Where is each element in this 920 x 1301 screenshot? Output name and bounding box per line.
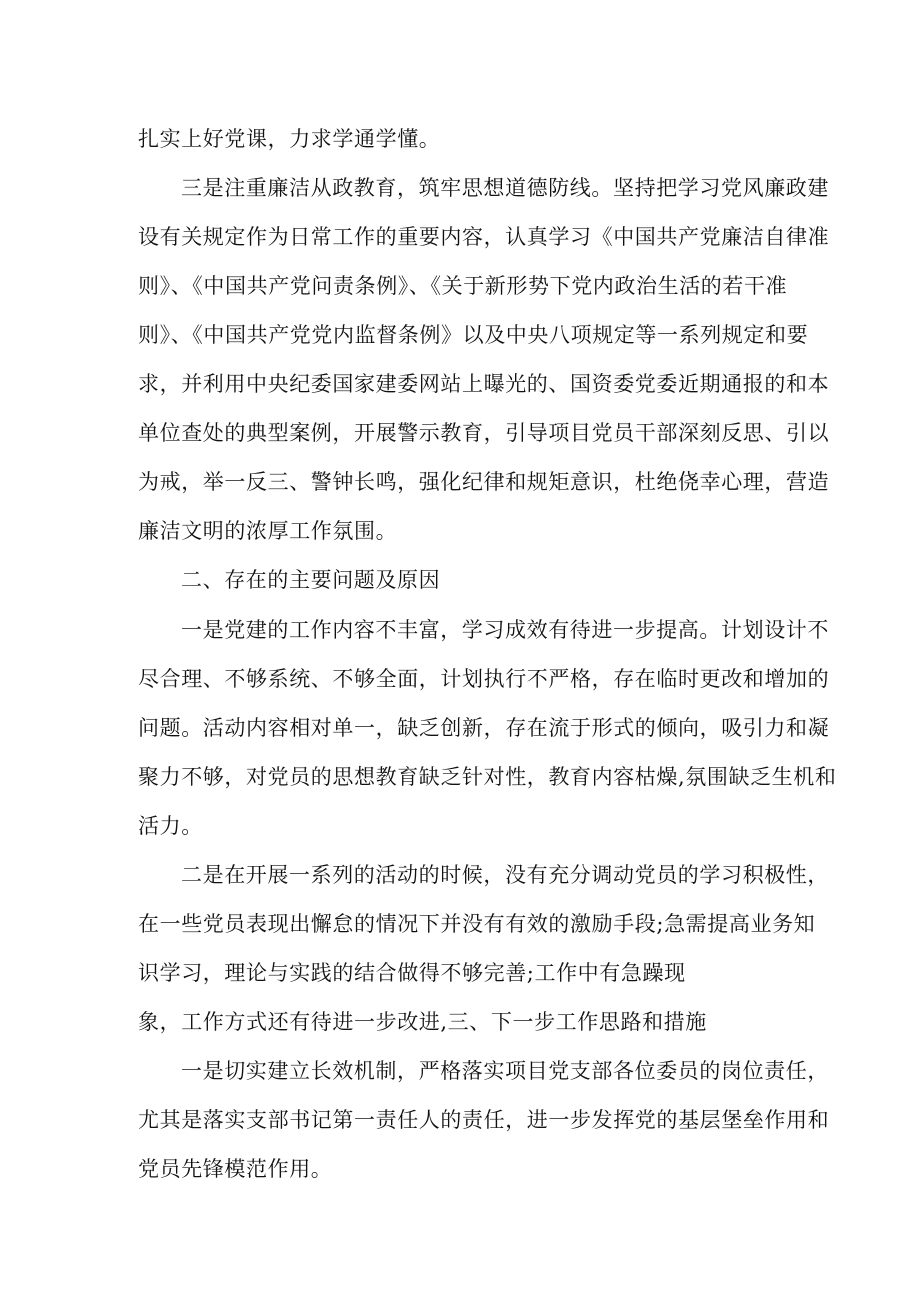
text-line: 为戒，举一反三、警钟长鸣，强化纪律和规矩意识，杜绝侥幸心理，营造 <box>138 470 830 494</box>
text-line: 求，并利用中央纪委国家建委网站上曝光的、国资委党委近期通报的和本 <box>138 372 830 396</box>
text-line: 尤其是落实支部书记第一责任人的责任，进一步发挥党的基层堡垒作用和 <box>138 1108 830 1132</box>
text-line: 扎实上好党课，力求学通学懂。 <box>138 127 441 151</box>
text-line: 设有关规定作为日常工作的重要内容，认真学习《中国共产党廉洁自律准 <box>138 225 830 249</box>
text-line: 党员先锋模范作用。 <box>138 1157 333 1181</box>
text-line: 在一些党员表现出懈怠的情况下并没有有效的激励手段;急需提高业务知 <box>138 912 816 936</box>
text-line: 三是注重廉洁从政教育，筑牢思想道德防线。坚持把学习党风廉政建 <box>181 176 829 200</box>
text-line: 尽合理、不够系统、不够全面，计划执行不严格，存在临时更改和增加的 <box>138 667 830 691</box>
text-line: 问题。活动内容相对单一，缺乏创新，存在流于形式的倾向，吸引力和凝 <box>138 716 830 740</box>
text-line: 二是在开展一系列的活动的时候，没有充分调动党员的学习积极性， <box>181 863 829 887</box>
text-line: 识学习，理论与实践的结合做得不够完善;工作中有急躁现 <box>138 961 686 985</box>
text-line: 则》、《中国共产党问责条例》、《关于新形势下党内政治生活的若干准 <box>138 274 788 298</box>
section-heading: 二、存在的主要问题及原因 <box>181 568 441 592</box>
text-line: 单位查处的典型案例，开展警示教育，引导项目党员干部深刻反思、引以 <box>138 421 830 445</box>
text-line: 一是切实建立长效机制，严格落实项目党支部各位委员的岗位责任， <box>181 1059 829 1083</box>
text-line: 聚力不够，对党员的思想教育缺乏针对性，教育内容枯燥,氛围缺乏生机和 <box>138 765 837 789</box>
text-line: 象，工作方式还有待进一步改进,三、下一步工作思路和措施 <box>138 1010 707 1034</box>
text-line: 廉洁文明的浓厚工作氛围。 <box>138 519 398 543</box>
text-line: 则》、《中国共产党党内监督条例》以及中央八项规定等一系列规定和要 <box>138 323 809 347</box>
text-line: 活力。 <box>138 814 203 838</box>
text-line: 一是党建的工作内容不丰富，学习成效有待进一步提高。计划设计不 <box>181 618 829 642</box>
